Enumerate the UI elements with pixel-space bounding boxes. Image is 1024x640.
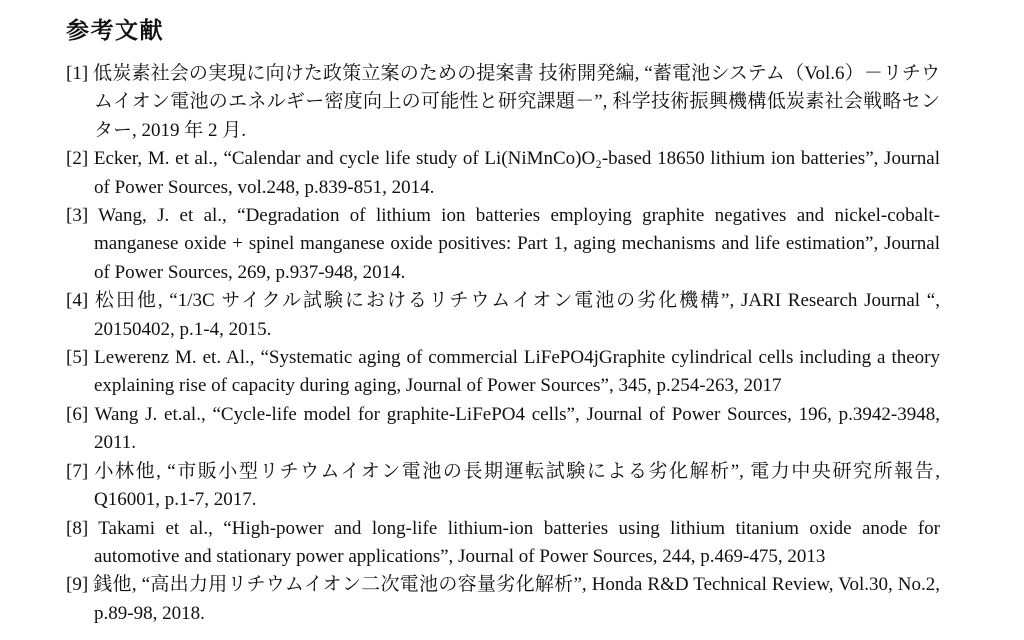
- reference-item-6: [66, 401, 940, 458]
- reference-text: 銭他, “高出力用リチウムイオン二次電池の容量劣化解析”, Honda R&D Technical Review, Vol.30, No.2, p.89-98, 2018.: [93, 574, 941, 624]
- reference-text: 低炭素社会の実現に向けた政策立案のための提案書 技術開発編, “蓄電池システム（Vol.6）－リチウムイオン電池のエネルギー密度向上の可能性と研究課題－”, 科学技術振興機構低炭素社会戦略センター, 2019 年 2 月.: [93, 63, 940, 141]
- reference-item-8: [66, 515, 940, 572]
- reference-item-1: [66, 60, 940, 145]
- reference-number: [3]: [66, 205, 89, 227]
- reference-text: Wang, J. et al., “Degradation of lithium ion batteries employing graphite negatives and nickel-cobalt-manganese oxide + spinel manganese oxide positives: Part 1, aging mechanisms and life estimation”, Journal of Power Sources, 269, p.937-948, 2014.: [94, 205, 940, 283]
- reference-item-9: [66, 571, 940, 628]
- reference-text: Takami et al., “High-power and long-life lithium-ion batteries using lithium titanium oxide anode for automotive and stationary power applications”, Journal of Power Sources, 244, p.469-475, 2013: [94, 517, 940, 567]
- reference-number: [9]: [66, 574, 89, 596]
- reference-text: Ecker, M. et al., “Calendar and cycle life study of Li(NiMnCo)O₂-based 18650 lithium ion batteries”, Journal of Power Sources, vol.248, p.839-851, 2014.: [93, 148, 940, 198]
- reference-item-7: [66, 458, 940, 515]
- reference-item-3: [66, 202, 940, 287]
- reference-text: 小林他, “市販小型リチウムイオン電池の長期運転試験による劣化解析”, 電力中央研究所報告, Q16001, p.1-7, 2017.: [94, 460, 940, 511]
- reference-number: [2]: [66, 148, 89, 170]
- reference-text: Lewerenz M. et. Al., “Systematic aging of commercial LiFePO4jGraphite cylindrical cells including a theory explaining rise of capacity during aging, Journal of Power Sources”, 345, p.254-263, 2017: [94, 347, 940, 397]
- reference-list: [66, 60, 940, 628]
- reference-number: [7]: [66, 460, 89, 482]
- section-title: 参考文献: [66, 17, 164, 43]
- reference-item-5: [66, 344, 940, 401]
- reference-item-4: [66, 287, 940, 344]
- reference-number: [8]: [66, 517, 89, 539]
- reference-item-2: [66, 145, 940, 202]
- reference-number: [4]: [66, 290, 89, 312]
- reference-text: Wang J. et.al., “Cycle-life model for graphite-LiFePO4 cells”, Journal of Power Sources, 196, p.3942-3948, 2011.: [94, 403, 940, 454]
- reference-number: [5]: [66, 347, 89, 369]
- reference-number: [6]: [66, 403, 89, 425]
- reference-number: [1]: [66, 63, 89, 84]
- reference-text: 松田他, “1/3C サイクル試験におけるリチウムイオン電池の劣化機構”, JARI Research Journal “, 20150402, p.1-4, 2015.: [94, 290, 940, 340]
